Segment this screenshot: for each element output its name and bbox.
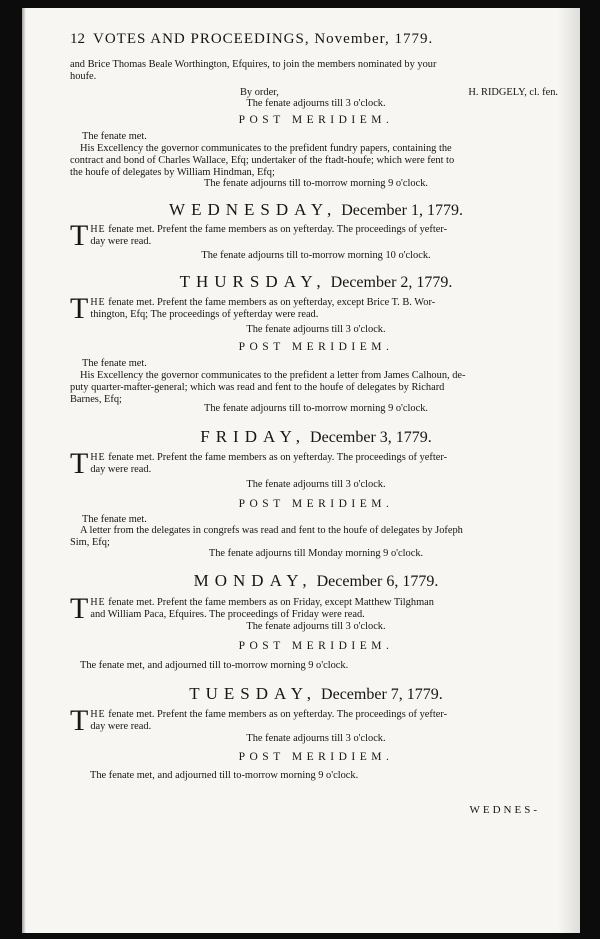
thursday-adjourn: The fenate adjourns till 3 o'clock. [246,324,386,335]
pm-3-adjourn: The fenate adjourns till Monday morning 9 o'clock. [208,548,424,559]
clerk-signature: H. RIDGELY, cl. fen. [468,87,558,98]
small-caps-he: HE [90,597,106,608]
pm-2-line-3: Barnes, Efq; [70,394,122,405]
para-line-2: day were read. [90,721,152,732]
pm-1-adjourn: The fenate adjourns till to-morrow morning 9 o'clock. [203,178,429,189]
day-name: MONDAY, [193,571,313,590]
monday-paragraph [70,592,570,625]
day-heading-friday [70,428,562,446]
by-order: By order, [240,87,279,98]
pm-3-line-2: Sim, Efq; [70,537,110,548]
day-name: WEDNESDAY, [169,200,338,219]
day-date: December 7, 1779. [321,686,443,703]
wednesday-paragraph [70,219,570,252]
monday-adjourn: The fenate adjourns till 3 o'clock. [246,621,386,632]
thursday-paragraph [70,292,570,325]
wednesday-adjourn: The fenate adjourns till to-morrow morning 10 o'clock. [201,250,431,261]
pm-1-line-1: His Excellency the governor communicates to the prefident fundry papers, containing the [80,143,452,154]
drop-cap: T [70,592,89,625]
pm-heading-1: POST MERIDIEM. [238,114,394,126]
friday-paragraph [70,447,570,480]
pm-heading-2: POST MERIDIEM. [238,341,394,353]
pm-heading-3: POST MERIDIEM. [238,498,394,510]
tuesday-paragraph [70,704,570,737]
drop-cap: T [70,219,89,252]
small-caps-he: HE [90,709,106,720]
page-number: 12 [70,31,85,47]
pm-2-met: The fenate met. [82,358,147,369]
pm-heading-5: POST MERIDIEM. [238,751,394,763]
para-line-1: fenate met. Prefent the fame members as on Friday, except Matthew Tilghman [108,597,434,608]
day-heading-thursday [70,273,562,291]
pm-1-line-3: the houfe of delegates by William Hindman, Efq; [70,167,275,178]
para-line-2: day were read. [90,236,152,247]
para-line-1: fenate met. Prefent the fame members as on yefterday, except Brice T. B. Wor- [108,297,436,308]
day-name: FRIDAY, [200,427,307,446]
drop-cap: T [70,292,89,325]
document-page [22,8,580,933]
catchword: WEDNES- [469,804,540,816]
small-caps-he: HE [90,452,106,463]
small-caps-he: HE [90,297,106,308]
day-date: December 2, 1779. [330,274,453,291]
pm-2-line-2: puty quarter-mafter-general; which was read and fent to the houfe of delegates by Richard [70,382,445,393]
drop-cap: T [70,704,89,737]
opening-adjourn: The fenate adjourns till 3 o'clock. [246,98,386,109]
tuesday-adjourn: The fenate adjourns till 3 o'clock. [246,733,386,744]
day-heading-monday [70,572,562,590]
day-heading-tuesday [70,685,562,703]
para-line-1: fenate met. Prefent the fame members as on yefterday. The proceedings of yefter- [108,709,448,720]
opening-line-1: and Brice Thomas Beale Worthington, Efquires, to join the members nominated by your [70,59,437,70]
running-head-title: VOTES AND PROCEEDINGS, November, 1779. [93,31,434,47]
pm-2-line-1: His Excellency the governor communicates to the prefident a letter from James Calhoun, de- [80,370,466,381]
day-heading-wednesday [70,201,562,219]
pm-3-met: The fenate met. [82,514,147,525]
pm-5-met: The fenate met, and adjourned till to-morrow morning 9 o'clock. [90,770,359,781]
day-name: TUESDAY, [189,684,318,703]
para-line-1: fenate met. Prefent the fame members as on yefterday. The proceedings of yefter- [108,224,448,235]
drop-cap: T [70,447,89,480]
para-line-2: thington, Efq; The proceedings of yefterday were read. [90,309,319,320]
pm-1-met: The fenate met. [82,131,147,142]
day-date: December 3, 1779. [310,429,432,446]
day-date: December 1, 1779. [341,202,463,219]
day-date: December 6, 1779. [316,573,439,590]
friday-adjourn: The fenate adjourns till 3 o'clock. [246,479,386,490]
day-name: THURSDAY, [179,272,327,291]
pm-heading-4: POST MERIDIEM. [238,640,394,652]
small-caps-he: HE [90,224,106,235]
opening-line-2: houfe. [70,71,97,82]
para-line-1: fenate met. Prefent the fame members as on yefterday. The proceedings of yefter- [108,452,448,463]
running-head [70,32,562,47]
para-line-2: and William Paca, Efquires. The proceedings of Friday were read. [90,609,365,620]
pm-1-line-2: contract and bond of Charles Wallace, Efq; undertaker of the ftadt-houfe; which were fent to [70,155,455,166]
para-line-2: day were read. [90,464,152,475]
pm-2-adjourn: The fenate adjourns till to-morrow morning 9 o'clock. [203,403,429,414]
pm-3-line-1: A letter from the delegates in congrefs was read and fent to the houfe of delegates by Jofeph [80,525,463,536]
page-shadow-edge [22,8,26,933]
pm-4-met: The fenate met, and adjourned till to-morrow morning 9 o'clock. [80,660,349,671]
